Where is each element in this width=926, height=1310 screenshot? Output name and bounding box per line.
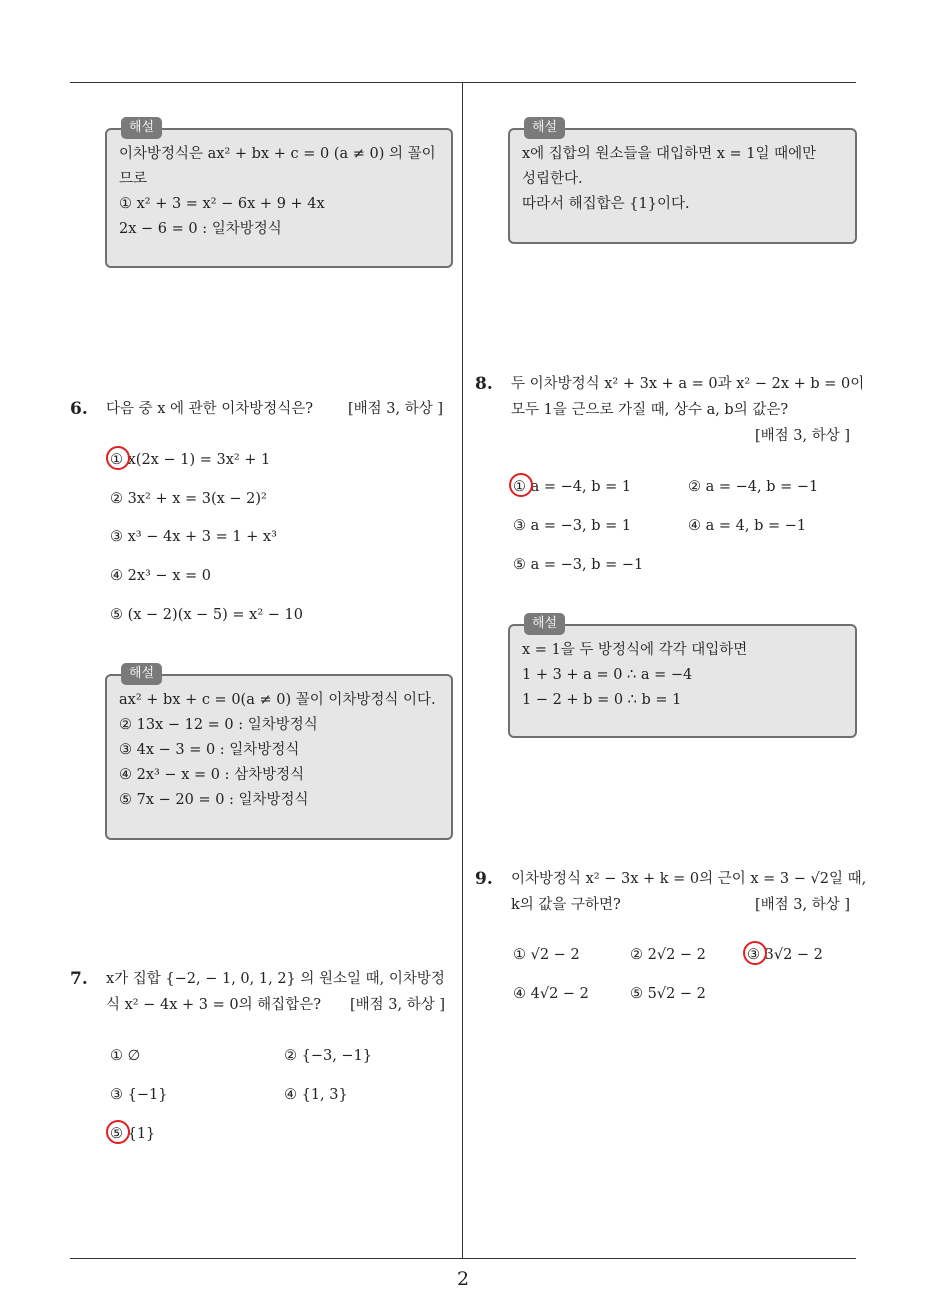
bottom-rule [70, 1258, 856, 1259]
question-text: 식 x² − 4x + 3 = 0의 해집합은? [106, 997, 321, 1013]
option-1[interactable]: ① ∅ [110, 1048, 141, 1064]
explanation-line: 따라서 해집합은 {1}이다. [522, 196, 690, 212]
explanation-line: ax² + bx + c = 0(a ≠ 0) 꼴이 이차방정식 이다. [119, 692, 436, 708]
option-4[interactable]: ④ 4√2 − 2 [513, 986, 589, 1002]
score-info: [배점 3, 하상 ] [350, 997, 446, 1013]
explanation-line: 2x − 6 = 0 : 일차방정식 [119, 221, 282, 237]
option-4[interactable]: ④ {1, 3} [284, 1087, 348, 1103]
option-3[interactable]: ③ 3√2 − 2 [747, 947, 823, 963]
explanation-line: ④ 2x³ − x = 0 : 삼차방정식 [119, 767, 305, 783]
explanation-line: 성립한다. [522, 171, 583, 187]
explanation-tag: 해설 [524, 613, 565, 635]
top-rule [70, 82, 856, 83]
option-3[interactable]: ③ {−1} [110, 1087, 168, 1103]
question-text: 모두 1을 근으로 가질 때, 상수 a, b의 값은? [511, 402, 789, 418]
column-divider [462, 83, 463, 1258]
score-info: [배점 3, 하상 ] [348, 401, 444, 417]
option-1[interactable]: ① √2 − 2 [513, 947, 580, 963]
explanation-line: 1 − 2 + b = 0 ∴ b = 1 [522, 692, 682, 708]
option-1[interactable]: ① a = −4, b = 1 [513, 479, 632, 495]
score-info: [배점 3, 하상 ] [755, 897, 851, 913]
explanation-line: ② 13x − 12 = 0 : 일차방정식 [119, 717, 318, 733]
option-3[interactable]: ③ x³ − 4x + 3 = 1 + x³ [110, 529, 277, 545]
explanation-line: 므로 [119, 171, 148, 187]
question-text: x가 집합 {−2, − 1, 0, 1, 2} 의 원소일 때, 이차방정 [106, 971, 445, 987]
explanation-tag: 해설 [524, 117, 565, 139]
explanation-line: ③ 4x − 3 = 0 : 일차방정식 [119, 742, 300, 758]
question-text: 두 이차방정식 x² + 3x + a = 0과 x² − 2x + b = 0이 [511, 376, 865, 392]
explanation-line: x에 집합의 원소들을 대입하면 x = 1일 때에만 [522, 146, 817, 162]
option-3[interactable]: ③ a = −3, b = 1 [513, 518, 632, 534]
answer-mark [509, 473, 533, 497]
question-6 [70, 396, 450, 426]
option-2[interactable]: ② a = −4, b = −1 [688, 479, 819, 495]
question-number: 9. [475, 869, 493, 889]
option-2[interactable]: ② 2√2 − 2 [630, 947, 706, 963]
question-7 [70, 966, 455, 1022]
explanation-line: ① x² + 3 = x² − 6x + 9 + 4x [119, 196, 325, 212]
option-2[interactable]: ② 3x² + x = 3(x − 2)² [110, 491, 267, 507]
explanation-line: x = 1을 두 방정식에 각각 대입하면 [522, 642, 748, 658]
explanation-line: 1 + 3 + a = 0 ∴ a = −4 [522, 667, 693, 683]
explanation-tag: 해설 [121, 663, 162, 685]
explanation-box-q5 [105, 120, 453, 268]
question-text: k의 값을 구하면? [511, 897, 621, 913]
answer-mark [106, 446, 130, 470]
explanation-tag: 해설 [121, 117, 162, 139]
question-text: 다음 중 x 에 관한 이차방정식은? [106, 401, 314, 417]
question-9 [475, 866, 867, 922]
question-number: 6. [70, 399, 88, 419]
option-5[interactable]: ⑤ {1} [110, 1126, 156, 1142]
question-8 [475, 371, 865, 451]
answer-mark [743, 941, 767, 965]
page-number: 2 [456, 1268, 470, 1290]
question-number: 7. [70, 969, 88, 989]
option-1[interactable]: ① x(2x − 1) = 3x² + 1 [110, 452, 271, 468]
question-number: 8. [475, 374, 493, 394]
option-5[interactable]: ⑤ (x − 2)(x − 5) = x² − 10 [110, 607, 303, 623]
option-2[interactable]: ② {−3, −1} [284, 1048, 373, 1064]
explanation-line: ⑤ 7x − 20 = 0 : 일차방정식 [119, 792, 309, 808]
explanation-box-q7 [508, 120, 857, 244]
option-4[interactable]: ④ a = 4, b = −1 [688, 518, 807, 534]
answer-mark [106, 1120, 130, 1144]
option-5[interactable]: ⑤ a = −3, b = −1 [513, 557, 644, 573]
explanation-line: 이차방정식은 ax² + bx + c = 0 (a ≠ 0) 의 꼴이 [119, 146, 436, 162]
question-text: 이차방정식 x² − 3x + k = 0의 근이 x = 3 − √2일 때, [511, 871, 867, 887]
option-4[interactable]: ④ 2x³ − x = 0 [110, 568, 211, 584]
score-info: [배점 3, 하상 ] [755, 428, 851, 444]
option-5[interactable]: ⑤ 5√2 − 2 [630, 986, 706, 1002]
explanation-box-q6 [105, 666, 453, 840]
explanation-box-q8 [508, 616, 857, 738]
